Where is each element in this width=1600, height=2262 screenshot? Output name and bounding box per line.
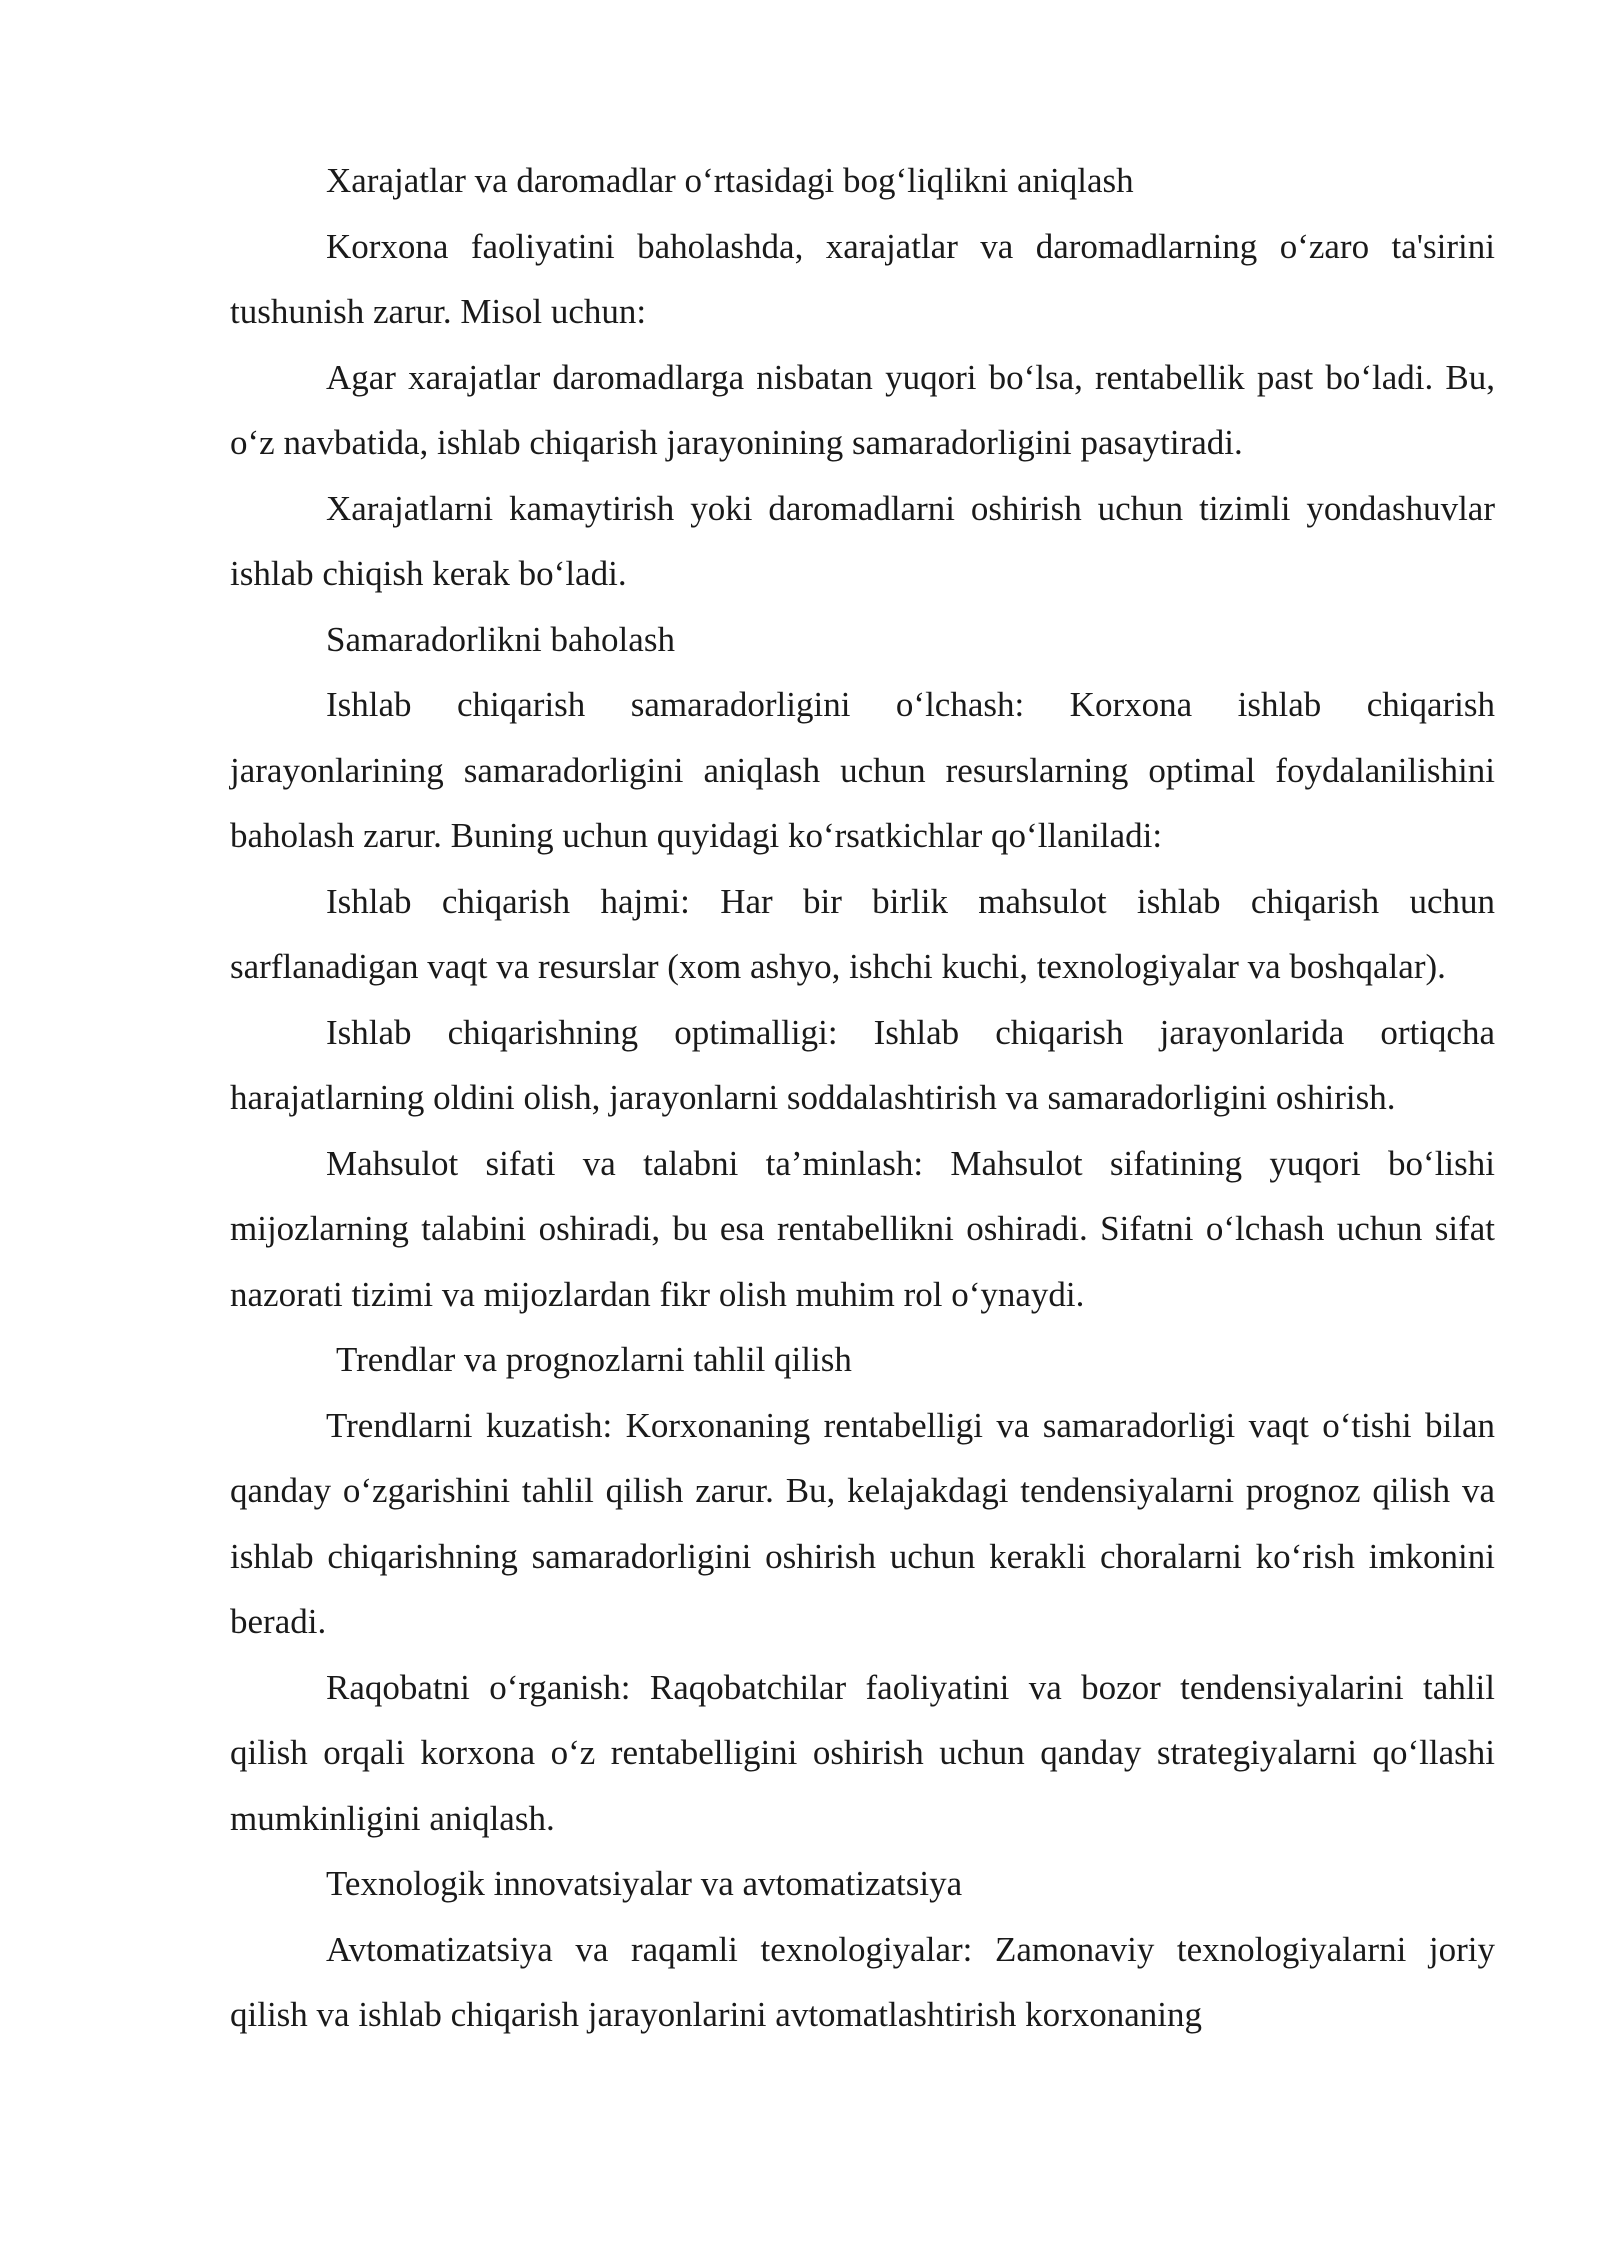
document-page: [230, 148, 1495, 2048]
paragraph: Avtomatizatsiya va raqamli texnologiyalar: Zamonaviy texnologiyalarni joriy qilish va ishlab chiqarish jarayonlarini avtomatlashtirish korxonaning: [230, 1929, 1495, 2034]
paragraph: Ishlab chiqarish samaradorligini o‘lchash: Korxona ishlab chiqarish jarayonlarining samaradorligini aniqlash uchun resurslarning optimal foydalanilishini baholash zarur. Buning uchun quyidagi ko‘rsatkichlar qo‘llaniladi:: [230, 685, 1495, 855]
paragraph: Xarajatlarni kamaytirish yoki daromadlarni oshirish uchun tizimli yondashuvlar ishlab chiqish kerak bo‘ladi.: [230, 488, 1495, 593]
paragraph: Ishlab chiqarishning optimalligi: Ishlab chiqarish jarayonlarida ortiqcha harajatlarning oldini olish, jarayonlarni soddalashtirish va samaradorligini oshirish.: [230, 1012, 1495, 1117]
paragraph: Agar xarajatlar daromadlarga nisbatan yuqori bo‘lsa, rentabellik past bo‘ladi. Bu, o‘z navbatida, ishlab chiqarish jarayonining samaradorligini pasaytiradi.: [230, 357, 1495, 462]
paragraph: Korxona faoliyatini baholashda, xarajatlar va daromadlarning o‘zaro ta'sirini tushunish zarur. Misol uchun:: [230, 226, 1495, 331]
paragraph: Ishlab chiqarish hajmi: Har bir birlik mahsulot ishlab chiqarish uchun sarflanadigan vaqt va resurslar (xom ashyo, ishchi kuchi, texnologiyalar va boshqalar).: [230, 881, 1495, 986]
paragraph: Mahsulot sifati va talabni ta’minlash: Mahsulot sifatining yuqori bo‘lishi mijozlarning talabini oshiradi, bu esa rentabellikni oshiradi. Sifatni o‘lchash uchun sifat nazorati tizimi va mijozlardan fikr olish muhim rol o‘ynaydi.: [230, 1143, 1495, 1314]
section-heading: Texnologik innovatsiyalar va avtomatizatsiya: [326, 1864, 963, 1903]
section-heading: Xarajatlar va daromadlar o‘rtasidagi bog‘liqlikni aniqlash: [326, 161, 1134, 200]
paragraph: Raqobatni o‘rganish: Raqobatchilar faoliyatini va bozor tendensiyalarini tahlil qilish orqali korxona o‘z rentabelligini oshirish uchun qanday strategiyalarni qo‘llashi mumkinligini aniqlash.: [230, 1667, 1495, 1838]
paragraph: Trendlarni kuzatish: Korxonaning rentabelligi va samaradorligi vaqt o‘tishi bilan qanday o‘zgarishini tahlil qilish zarur. Bu, kelajakdagi tendensiyalarni prognoz qilish va ishlab chiqarishning samaradorligini oshirish uchun kerakli choralarni ko‘rish imkonini beradi.: [230, 1405, 1495, 1641]
section-heading: Samaradorlikni baholash: [326, 619, 675, 659]
section-heading: Trendlar va prognozlarni tahlil qilish: [336, 1340, 852, 1379]
